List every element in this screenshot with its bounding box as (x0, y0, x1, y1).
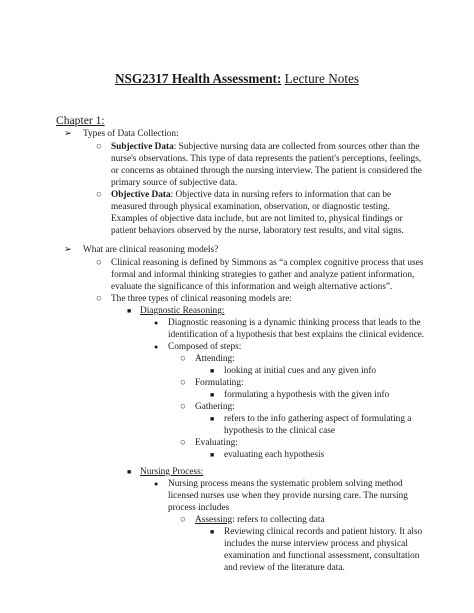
square-bullet-icon: ■ (210, 451, 215, 459)
diagnostic-reasoning-heading: Diagnostic Reasoning: (140, 306, 225, 316)
clinical-reasoning-definition-3: evaluate the significance of this information and weigh alternative actions”. (111, 282, 393, 292)
square-bullet-icon: ■ (127, 468, 132, 476)
assessing-term: Assessing (195, 515, 233, 525)
square-bullet-icon: ■ (127, 307, 132, 315)
assessing-desc: : refers to collecting data (232, 515, 325, 525)
steps-heading: Composed of steps: (168, 342, 242, 352)
step-gathering-desc-1: refers to the info gathering aspect of formulating a (224, 414, 412, 424)
square-bullet-icon: ■ (210, 367, 215, 375)
clinical-reasoning-heading: What are clinical reasoning models? (83, 245, 219, 255)
arrow-bullet-icon: ➢ (64, 129, 72, 139)
step-formulating-name: Formulating: (195, 378, 244, 388)
dot-bullet-icon: ● (154, 480, 159, 488)
circle-bullet-icon: ○ (180, 378, 186, 388)
nursing-process-desc-3: process includes (168, 503, 230, 513)
chapter-heading: Chapter 1: (56, 114, 105, 127)
subjective-data-line-2: nurse's observations. This type of data represents the patient's perceptions, feelings, (111, 154, 422, 164)
circle-bullet-icon: ○ (96, 142, 102, 152)
objective-data-line-1 (111, 189, 391, 201)
circle-bullet-icon: ○ (180, 438, 186, 448)
subjective-data-text: : Subjective nursing data are collected from sources other than the (173, 142, 420, 152)
step-formulating-desc: formulating a hypothesis with the given info (224, 390, 390, 400)
review-line-1: Reviewing clinical records and patient history. It also (224, 527, 423, 537)
title-subtitle: Lecture Notes (284, 71, 359, 86)
circle-bullet-icon: ○ (96, 294, 102, 304)
review-line-4: and review of the literature data. (224, 563, 345, 573)
circle-bullet-icon: ○ (96, 190, 102, 200)
square-bullet-icon: ■ (210, 528, 215, 536)
objective-data-line-4: patient behaviors observed by the nurse, laboratory test results, and vital signs. (111, 226, 404, 236)
subjective-data-line-4: primary source of subjective data. (111, 178, 238, 188)
review-line-3: examination and functional assessment, consultation (224, 551, 420, 561)
square-bullet-icon: ■ (210, 391, 215, 399)
subjective-data-term: Subjective Data (111, 142, 174, 152)
circle-bullet-icon: ○ (96, 258, 102, 268)
circle-bullet-icon: ○ (180, 402, 186, 412)
circle-bullet-icon: ○ (180, 515, 186, 525)
nursing-process-desc-2: licensed nurses use when they provide nursing care. The nursing (168, 491, 408, 501)
three-types-line: The three types of clinical reasoning models are: (111, 294, 292, 304)
step-attending-name: Attending: (195, 354, 235, 364)
step-evaluating-name: Evaluating: (195, 438, 238, 448)
arrow-bullet-icon: ➢ (64, 245, 72, 255)
dot-bullet-icon: ● (154, 319, 159, 327)
diagnostic-desc-1: Diagnostic reasoning is a dynamic thinking process that leads to the (168, 318, 421, 328)
assessing-line (195, 514, 325, 526)
step-attending-desc: looking at initial cues and any given info (224, 366, 377, 376)
objective-data-line-3: Examples of objective data include, but are not limited to, physical findings or (111, 214, 403, 224)
objective-data-term: Objective Data (111, 190, 171, 200)
step-gathering-name: Gathering: (195, 402, 235, 412)
clinical-reasoning-definition-2: formal and informal thinking strategies to gather and analyze patient information, (111, 270, 415, 280)
subjective-data-line-1 (111, 141, 420, 153)
page-title (0, 71, 474, 87)
nursing-process-heading: Nursing Process: (140, 467, 204, 477)
title-course: NSG2317 Health Assessment: (115, 71, 282, 86)
review-line-2: includes the nurse interview process and physical (224, 539, 408, 549)
dot-bullet-icon: ● (154, 343, 159, 351)
diagnostic-desc-2: identification of a hypothesis that best explains the clinical evidence. (168, 330, 425, 340)
objective-data-line-2: measured through physical examination, observation, or diagnostic testing. (111, 202, 390, 212)
nursing-process-desc-1: Nursing process means the systematic problem solving method (168, 479, 403, 489)
objective-data-text: : Objective data in nursing refers to information that can be (170, 190, 392, 200)
square-bullet-icon: ■ (210, 415, 215, 423)
step-evaluating-desc: evaluating each hypothesis (224, 450, 325, 460)
step-gathering-desc-2: hypothesis to the clinical case (224, 426, 336, 436)
data-collection-heading: Types of Data Collection: (83, 129, 179, 139)
circle-bullet-icon: ○ (180, 354, 186, 364)
clinical-reasoning-definition-1: Clinical reasoning is defined by Simmons as “a complex cognitive process that uses (111, 258, 424, 268)
subjective-data-line-3: or concerns as obtained through the nursing interview. The patient is considered the (111, 166, 422, 176)
